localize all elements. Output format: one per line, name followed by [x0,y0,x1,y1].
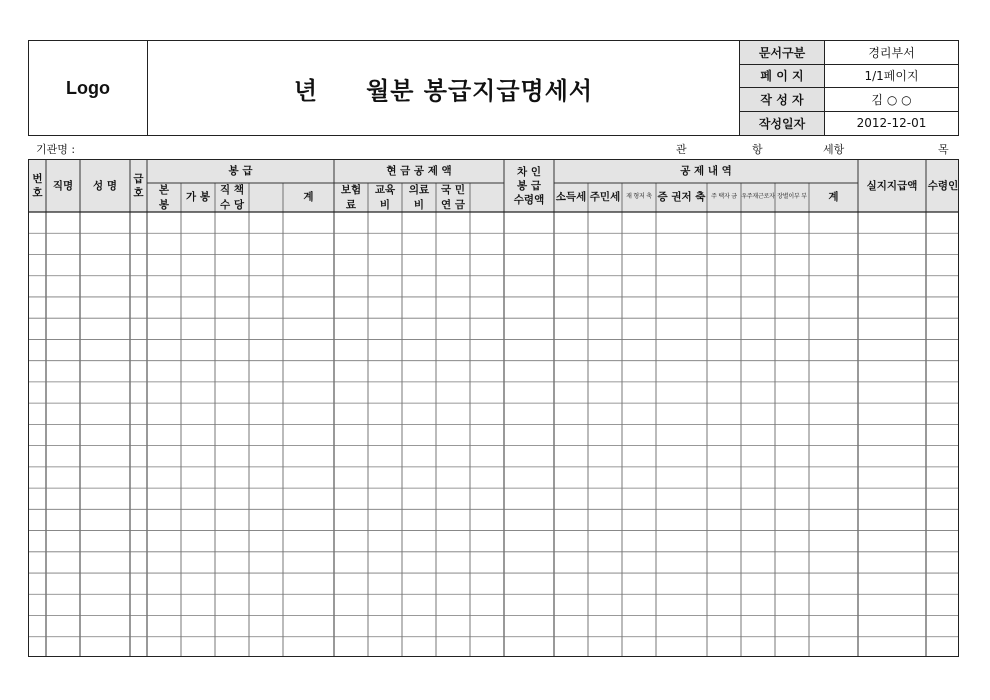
header-stock-savings: 증 권저 축 [657,191,706,204]
info-line [0,141,990,157]
mok-label: 목 [938,143,949,156]
meta-value: 1/1페이지 [864,69,919,84]
header-deduction-total: 계 [828,191,839,204]
meta-row-date [740,112,958,136]
header-union: 우주재근로자 [741,193,775,201]
header-savings: 재 형저 축 [626,193,652,201]
org-label: 기관명 : [36,143,76,156]
header-cash-medical: 의료 비 [408,184,430,211]
meta-row-author [740,88,958,112]
meta-value: 2012-12-01 [856,116,927,131]
title-year-label: 년 [293,76,319,105]
header-name: 성 명 [93,179,117,192]
meta-table [740,41,958,135]
header-cash-insurance: 보험 료 [340,184,362,211]
header-other: 장별이부 부 [777,193,807,201]
meta-label: 작성일자 [740,112,825,136]
meta-row-doc-type [740,41,958,65]
logo: Logo [29,41,148,135]
meta-label: 페 이 지 [740,65,825,88]
header-housing: 주 택자 금 [711,193,737,201]
header-salary-group: 봉 급 [228,165,253,178]
title-main: 월분 봉급지급명세서 [366,76,594,105]
meta-value: 김 ○ ○ [871,92,912,107]
page-title [148,41,740,135]
header-cash-pension: 국 민 연 금 [441,184,465,211]
header-salary-total: 계 [303,191,314,204]
header-salary-base: 본 봉 [158,184,170,211]
header-no: 번 호 [32,172,43,199]
meta-label: 작 성 자 [740,88,825,111]
header-deduction-group: 공 제 내 역 [680,165,732,178]
hang-label: 항 [752,143,763,156]
header-net-salary: 차 인 봉 급 수령액 [513,165,545,207]
table-grid-lines [29,160,959,657]
salary-table [28,159,959,657]
header-salary-duty: 직 책 수 당 [220,184,244,211]
header-salary-family: 가 봉 [186,191,210,204]
header-actual-pay: 실지지급액 [866,179,918,192]
header-position: 직명 [52,179,74,192]
header-resident-tax: 주민세 [589,191,621,204]
header-receiver: 수령인 [927,179,959,192]
header-income-tax: 소득세 [555,191,587,204]
gwan-label: 관 [676,143,687,156]
document-header [28,40,959,136]
header-cash-education: 교육 비 [374,184,396,211]
header-cash-group: 현 금 공 제 액 [386,165,452,178]
meta-value: 경리부서 [868,45,915,60]
meta-label: 문서구분 [740,41,825,64]
meta-row-page [740,65,958,89]
header-grade: 급 호 [133,172,144,199]
sehang-label: 세항 [823,143,845,156]
